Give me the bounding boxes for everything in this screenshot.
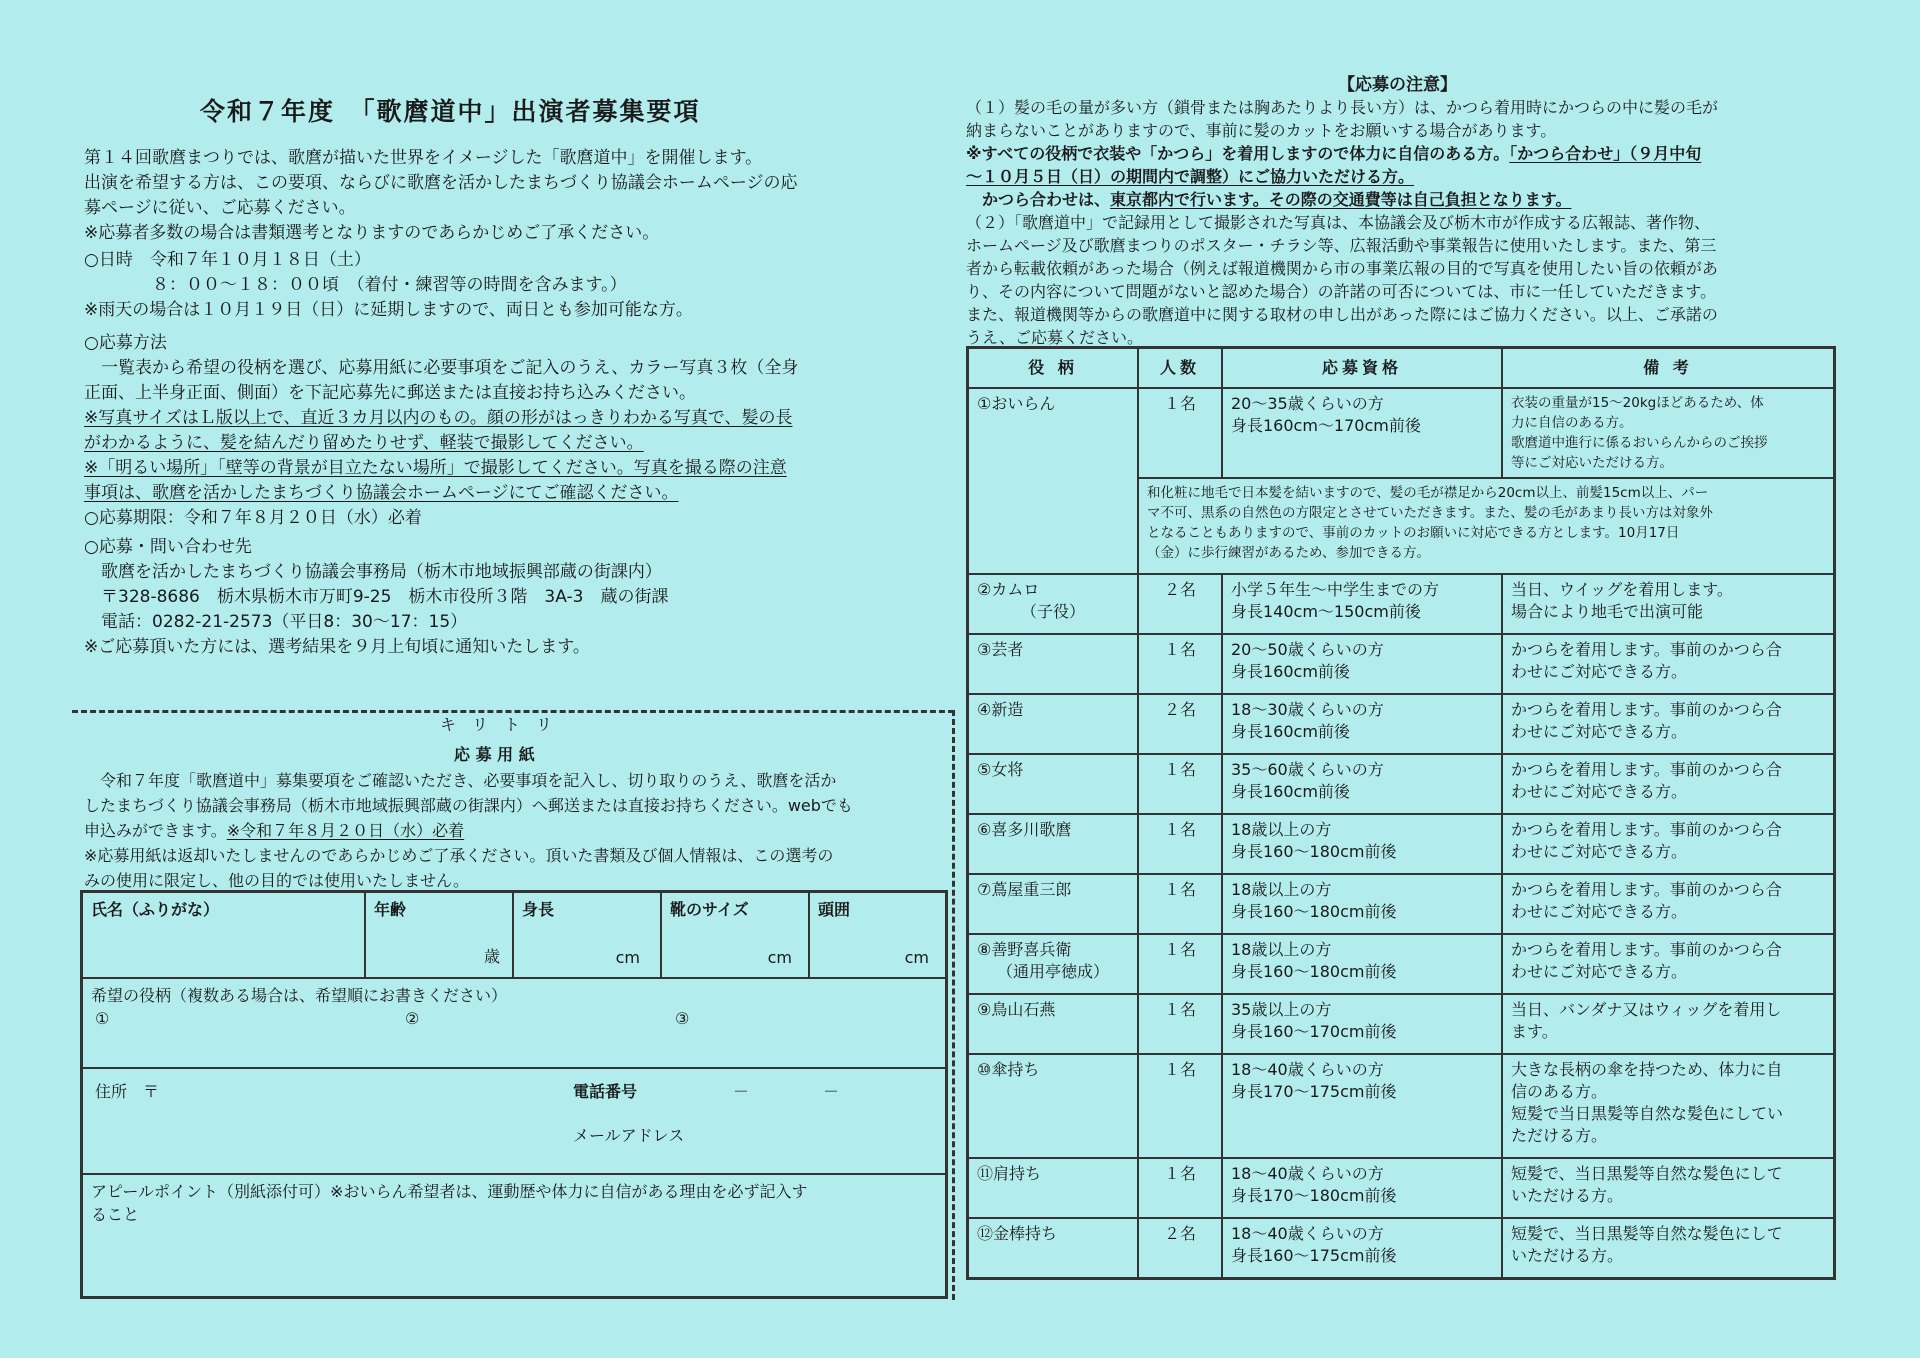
notes-line: また、報道機関等からの歌麿道中に関する取材の申し出があった際にはご協力ください。以上、ご承諾の [966,305,1718,324]
requirements-cell [1222,814,1502,874]
form-instruction-line: ※応募用紙は返却いたしませんのであらかじめご了承ください。頂いた書類及び個人情報は、この選考の [84,846,834,865]
count-cell: １名 [1138,754,1222,814]
extra-line: となることもありますので、事前のカットのお願いに対応できる方とします。10月17日 [1147,525,1680,541]
requirement-line: 18歳以上の方 [1231,880,1332,899]
contact-line: 〒328-8686 栃木県栃木市万町9-25 栃木市役所３階 3A-3 蔵の街課 [84,587,669,607]
note-line: ます。 [1511,1022,1558,1041]
table-row [968,694,1835,754]
method-line: 一覧表から希望の役柄を選び、応募用紙に必要事項をご記入のうえ、カラー写真３枚（全身 [84,358,799,378]
count-cell: ２名 [1138,1218,1222,1278]
contact-heading: ○応募・問い合わせ先 [84,537,252,557]
note-line: 短髪で、当日黒髪等自然な髪色にして [1511,1164,1783,1183]
role-name: ⑪肩持ち [977,1164,1042,1183]
table-row [968,994,1835,1054]
requirements-cell [1222,934,1502,994]
oiran-extra-requirements [1138,478,1835,574]
method-line: 正面、上半身正面、側面）を下記応募先に郵送または直接お持ち込みください。 [84,383,696,403]
requirements-cell [1222,754,1502,814]
intro-line: ※応募者多数の場合は書類選考となりますのであらかじめご了承ください。 [84,223,660,243]
count-cell: １名 [1138,814,1222,874]
form-instruction-line: みの使用に限定し、他の目的では使用いたしません。 [84,871,469,890]
table-row [968,388,1835,478]
kiritori-label: キ リ ト リ [440,715,553,734]
note-line: 大きな長柄の傘を持つため、体力に自 [1511,1060,1783,1079]
count-cell: １名 [1138,1054,1222,1158]
notes-line: り、その内容について問題がないと認めた場合）の許諾の可否については、市に一任していただきます。 [966,282,1717,301]
role-name: ⑦蔦屋重三郎 [977,880,1072,899]
requirement-line: 身長160cm前後 [1231,662,1350,681]
requirements-cell [1222,634,1502,694]
note-line: 短髪で、当日黒髪等自然な髪色にして [1511,1224,1783,1243]
choice-2: ② [405,1008,420,1028]
header-notes: 備 考 [1502,348,1835,389]
note-line: わせにご対応できる方。 [1511,782,1688,801]
count-cell: １名 [1138,934,1222,994]
note-line: かつらを着用します。事前のかつら合 [1511,760,1782,779]
note-line: ただける方。 [1511,1126,1608,1145]
notes-line: 者から転載依頼があった場合（例えば報道機関から市の事業広報の目的で写真を使用したい旨の依頼があ [966,259,1718,278]
form-instruction-line: したまちづくり協議会事務局（栃木市地域振興部蔵の街課内）へ郵送または直接お持ちください。webでも [84,796,853,815]
head-unit: cm [904,947,929,967]
table-row [968,934,1835,994]
intro-line: 出演を希望する方は、この要項、ならびに歌麿を活かしたまちづくり協議会ホームページの応 [84,173,798,193]
requirement-line: 身長160～170cm前後 [1231,1022,1397,1041]
requirement-line: 身長140cm～150cm前後 [1231,602,1421,621]
count-cell: １名 [1138,994,1222,1054]
note-line: 短髪で当日黒髪等自然な髪色にしてい [1511,1104,1784,1123]
method-line: がわかるように、髪を結んだり留めたりせず、軽装で撮影してください。 [84,433,644,453]
note-line: かつらを着用します。事前のかつら合 [1511,640,1782,659]
requirement-line: 18～40歳くらいの方 [1231,1224,1384,1243]
email-label: メールアドレス [573,1125,685,1145]
role-name: ⑩傘持ち [977,1060,1040,1079]
requirements-cell [1222,694,1502,754]
note-line: 場合により地毛で出演可能 [1511,602,1704,621]
role-name: ③芸者 [977,640,1024,659]
note-line: 信のある方。 [1511,1082,1608,1101]
role-cell [968,754,1139,814]
intro-line: 募ページに従い、ご応募ください。 [84,198,356,218]
table-row [968,574,1835,634]
requirement-line: 身長170～175cm前後 [1231,1082,1397,1101]
requirements-cell [1222,1158,1502,1218]
age-unit: 歳 [483,946,500,966]
header-requirements: 応募資格 [1222,348,1502,389]
age-label: 年齢 [374,900,407,919]
notes-line: かつら合わせは、 [966,190,1111,209]
role-cell [968,694,1139,754]
note-line: わせにご対応できる方。 [1511,662,1688,681]
appeal-label: ること [91,1204,140,1224]
role-name: ⑨鳥山石燕 [977,1000,1056,1019]
name-label: 氏名（ふりがな） [91,900,220,919]
phone-dash: － [823,1081,840,1101]
table-row [968,1054,1835,1158]
note-line: 歌麿道中進行に係るおいらんからのご挨拶 [1511,435,1768,451]
requirement-line: 35歳以上の方 [1231,1000,1332,1019]
form-instruction-line: 令和７年度「歌麿道中」募集要項をご確認いただき、必要事項を記入し、切り取りのうえ、歌麿を活か [84,771,837,790]
notes-cell [1502,1158,1835,1218]
notes-line: ※すべての役柄で衣装や「かつら」を着用しますので体力に自信のある方。 [966,144,1510,163]
height-field[interactable] [513,892,661,978]
height-label: 身長 [522,900,555,919]
desired-role-field[interactable] [82,978,947,1068]
form-instructions [84,768,853,893]
shoe-size-field[interactable] [661,892,809,978]
event-time: ８：００～１８：００頃 （着付・練習等の時間を含みます。） [84,275,627,295]
count-cell: １名 [1138,388,1222,478]
note-line: いただける方。 [1511,1186,1624,1205]
notes-cell [1502,634,1835,694]
event-date: ○日時 令和７年１０月１８日（土） [84,250,371,270]
requirements-cell [1222,874,1502,934]
requirements-cell [1222,994,1502,1054]
role-cell [968,874,1139,934]
page-title: 令和７年度 「歌麿道中」出演者募集要項 [200,97,701,126]
table-row [968,754,1835,814]
roles-table [966,346,1836,1280]
intro-line: 第１４回歌麿まつりでは、歌麿が描いた世界をイメージした「歌麿道中」を開催します。 [84,148,763,168]
method-line: ※写真サイズはＬ版以上で、直近３カ月以内のもの。顔の形がはっきりわかる写真で、髪の長 [84,408,793,428]
address-phone-field[interactable] [82,1068,947,1174]
method-line: ※「明るい場所」「壁等の背景が目立たない場所」で撮影してください。写真を撮る際の注意 [84,458,787,478]
requirement-line: 身長160～175cm前後 [1231,1246,1397,1265]
table-row [968,874,1835,934]
method-heading: ○応募方法 [84,333,167,353]
form-heading: 応 募 用 紙 [454,745,535,764]
requirement-line: 身長170～180cm前後 [1231,1186,1397,1205]
appeal-point-field[interactable] [82,1174,947,1298]
cut-line-vertical [952,710,955,1300]
requirement-line: 18歳以上の方 [1231,940,1332,959]
requirement-line: 35～60歳くらいの方 [1231,760,1384,779]
notes-fitting: 「かつら合わせ」（９月中旬 [1509,144,1702,163]
requirement-line: 身長160cm前後 [1231,722,1350,741]
header-count: 人数 [1138,348,1222,389]
table-row [968,814,1835,874]
notes-heading: 【応募の注意】 [1338,75,1457,95]
result-notice: ※ご応募頂いた方には、選考結果を９月上旬頃に通知いたします。 [84,637,590,657]
choice-3: ③ [675,1008,690,1028]
role-name: ⑤女将 [977,760,1024,779]
note-line: いただける方。 [1511,1246,1624,1265]
role-cell [968,1218,1139,1278]
note-line: 衣装の重量が15～20kgほどあるため、体 [1511,395,1764,411]
count-cell: ２名 [1138,694,1222,754]
table-row [968,634,1835,694]
count-cell: １名 [1138,634,1222,694]
shoe-unit: cm [767,947,792,967]
contact-line: 歌麿を活かしたまちづくり協議会事務局（栃木市地域振興部蔵の街課内） [84,562,662,582]
requirements-cell [1222,1218,1502,1278]
extra-line: （金）に歩行練習があるため、参加できる方。 [1147,545,1430,561]
choice-1: ① [95,1008,110,1028]
notes-cell [1502,874,1835,934]
requirement-line: 20～35歳くらいの方 [1231,394,1384,413]
note-line: かつらを着用します。事前のかつら合 [1511,820,1782,839]
note-line: わせにご対応できる方。 [1511,722,1688,741]
name-field[interactable] [82,892,366,978]
requirement-line: 身長160～180cm前後 [1231,842,1397,861]
note-line: 当日、ウイッグを着用します。 [1511,580,1733,599]
head-size-field[interactable] [809,892,947,978]
requirement-line: 小学５年生～中学生までの方 [1231,580,1440,599]
note-line: かつらを着用します。事前のかつら合 [1511,880,1782,899]
role-name: ⑥喜多川歌麿 [977,820,1072,839]
notes-line: ～１０月５日（日）の期間内で調整）にご協力いただける方。 [966,167,1415,186]
notes-cell [1502,934,1835,994]
note-line: わせにご対応できる方。 [1511,842,1688,861]
rain-note: ※雨天の場合は１０月１９日（日）に延期しますので、両日とも参加可能な方。 [84,300,693,320]
requirement-line: 20～50歳くらいの方 [1231,640,1384,659]
application-form [80,890,948,1299]
note-line: わせにご対応できる方。 [1511,962,1688,981]
role-cell [968,1054,1139,1158]
recruitment-guidelines [84,146,798,660]
table-row [968,1218,1835,1278]
role-name: ②カムロ [977,580,1040,599]
role-name: ①おいらん [977,394,1056,413]
notes-cell [1502,1218,1835,1278]
role-cell [968,994,1139,1054]
role-cell [968,634,1139,694]
role-label: 希望の役柄（複数ある場合は、希望順にお書きください） [91,985,508,1005]
form-deadline: ※令和７年８月２０日（水）必着 [226,821,465,840]
role-name: ⑧善野喜兵衛 [977,940,1072,959]
role-cell [968,934,1139,994]
notes-cell [1502,574,1835,634]
count-cell: １名 [1138,1158,1222,1218]
notes-cell [1502,388,1835,478]
requirement-line: 18歳以上の方 [1231,820,1332,839]
requirement-line: 18～30歳くらいの方 [1231,700,1384,719]
requirements-cell [1222,388,1502,478]
requirements-cell [1222,1054,1502,1158]
notes-fitting-location: 東京都内で行います。その際の交通費等は自己負担となります。 [1110,190,1572,209]
note-line: 等にご対応いただける方。 [1511,455,1673,471]
height-unit: cm [615,947,640,967]
role-cell [968,574,1139,634]
phone-label: 電話番号 [573,1081,638,1101]
notes-cell [1502,754,1835,814]
shoe-label: 靴のサイズ [670,900,749,919]
phone-dash: － [733,1081,750,1101]
count-cell: ２名 [1138,574,1222,634]
requirement-line: 18～40歳くらいの方 [1231,1164,1384,1183]
age-field[interactable] [365,892,513,978]
requirement-line: 身長160～180cm前後 [1231,902,1397,921]
requirement-line: 身長160cm～170cm前後 [1231,416,1421,435]
notes-line: うえ、ご応募ください。 [966,328,1143,347]
extra-line: 和化粧に地毛で日本髪を結いますので、髪の毛が襟足から20cm以上、前髪15cm以上、パー [1147,485,1709,501]
role-cell [968,1158,1139,1218]
role-name: ⑫金棒持ち [977,1224,1058,1243]
deadline: ○応募期限：令和７年８月２０日（水）必着 [84,508,422,528]
notes-cell [1502,694,1835,754]
role-subname: （通用亭徳成） [996,962,1109,981]
notes-cell [1502,1054,1835,1158]
extra-line: マ不可、黒系の自然色の方限定とさせていただきます。また、髪の毛があまり長い方は対象外 [1147,505,1713,521]
method-line: 事項は、歌麿を活かしたまちづくり協議会ホームページにてご確認ください。 [84,483,679,503]
note-line: かつらを着用します。事前のかつら合 [1511,940,1782,959]
notes-line: （２）「歌麿道中」で記録用として撮影された写真は、本協議会及び栃木市が作成する広報誌、著作物、 [966,213,1711,232]
requirement-line: 18～40歳くらいの方 [1231,1060,1384,1079]
notes-cell [1502,814,1835,874]
note-line: 当日、バンダナ又はウィッグを着用し [1511,1000,1782,1019]
contact-line: 電話：0282-21-2573（平日8：30～17：15） [84,612,468,632]
application-notes [966,96,1718,349]
requirements-cell [1222,574,1502,634]
count-cell: １名 [1138,874,1222,934]
role-cell [968,388,1139,574]
note-line: わせにご対応できる方。 [1511,902,1688,921]
appeal-label: アピールポイント（別紙添付可）※おいらん希望者は、運動歴や体力に自信がある理由を必ず記入す [91,1181,808,1201]
head-label: 頭囲 [818,900,851,919]
notes-line: （１）髪の毛の量が多い方（鎖骨または胸あたりより長い方）は、かつら着用時にかつらの中に髪の毛が [966,98,1719,117]
role-cell [968,814,1139,874]
requirement-line: 身長160cm前後 [1231,782,1350,801]
notes-line: ホームページ及び歌麿まつりのポスター・チラシ等、広報活動や事業報告に使用いたします。また、第三 [966,236,1717,255]
note-line: かつらを着用します。事前のかつら合 [1511,700,1782,719]
notes-line: 納まらないことがありますので、事前に髪のカットをお願いする場合があります。 [966,121,1557,140]
form-instruction-line: 申込みができます。 [84,821,227,840]
table-row [968,1158,1835,1218]
header-role: 役 柄 [968,348,1139,389]
requirement-line: 身長160～180cm前後 [1231,962,1397,981]
note-line: 力に自信のある方。 [1511,415,1633,431]
address-label: 住所 〒 [95,1081,160,1101]
notes-cell [1502,994,1835,1054]
role-name: ④新造 [977,700,1024,719]
role-subname: （子役） [1020,602,1085,621]
